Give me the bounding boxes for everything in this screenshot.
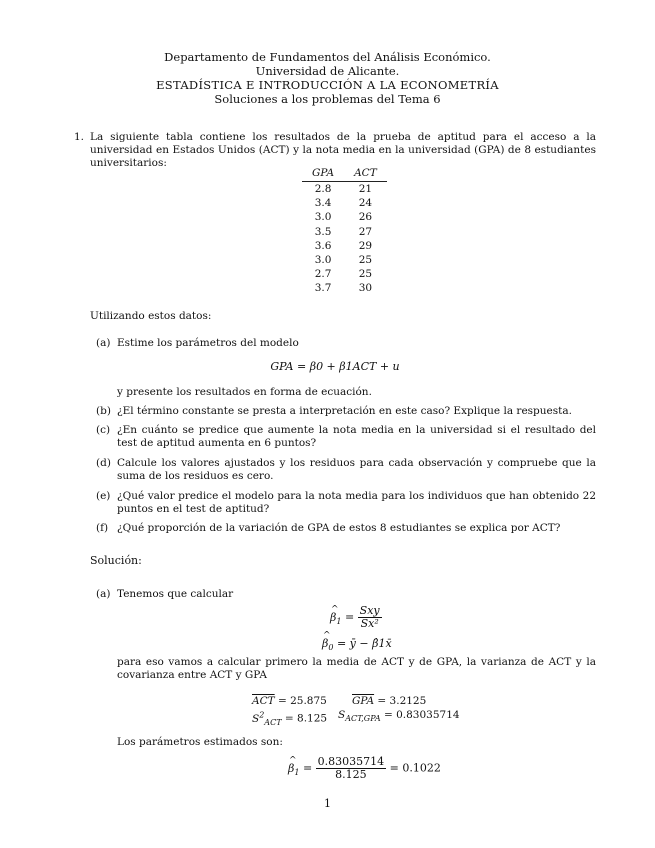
department-line: Departamento de Fundamentos del Análisis Económico. — [164, 50, 491, 64]
part-b-text: ¿El término constante se presta a interpretación en este caso? Explique la respuesta. — [117, 405, 572, 417]
beta1-fraction — [358, 605, 382, 630]
beta0-rhs: = ȳ − β̂1x̄ — [336, 637, 392, 650]
cov-value: = 0.83035714 — [383, 709, 460, 721]
mean-gpa-line — [352, 695, 426, 708]
beta1-formula: ^ $\beta_1$ = $\frac{\text{Sxy}}{\text{Sx²}}$ — [330, 605, 382, 630]
mean-gpa-value: = 3.2125 — [377, 695, 427, 707]
table-row — [302, 210, 387, 224]
act-cell: 25 — [358, 254, 373, 267]
beta1-calc-symbol: ^ $\beta_1$ — [288, 762, 299, 779]
model-equation: GPA = β0 + β1ACT + u — [270, 360, 400, 373]
cov-line — [338, 709, 460, 725]
gpa-cell: 3.4 — [314, 197, 332, 210]
page-number: 1 — [324, 797, 331, 810]
part-e-text: ¿Qué valor predice el modelo para la nota media para los individuos que han obtenido 22 puntos en el test de aptitud? — [117, 490, 596, 515]
column-header-act: ACT — [344, 167, 387, 182]
beta1-result: = 0.1022 — [389, 761, 441, 775]
cov-symbol: $S_{ACT,GPA}$ — [338, 709, 381, 724]
table-row — [302, 196, 387, 210]
para-eso-text: para eso vamos a calcular primero la media de ACT y de GPA, la varianza de ACT y la covarianza entre ACT y GPA — [117, 656, 596, 681]
table-row — [302, 281, 387, 295]
part-d-text: Calcule los valores ajustados y los residuos para cada observación y compruebe que la suma de los residuos es cero. — [117, 457, 596, 482]
solution-a-label: (a) — [96, 588, 111, 600]
table-row — [302, 182, 387, 197]
part-a-after: y presente los resultados en forma de ecuación. — [117, 386, 372, 398]
using-data-text: Utilizando estos datos: — [90, 310, 212, 322]
solution-title: Solución: — [90, 554, 142, 567]
mean-act-symbol: $\overline{ACT}$ — [252, 695, 275, 707]
university-line: Universidad de Alicante. — [255, 64, 400, 78]
mean-act-value: = 25.875 — [277, 695, 327, 707]
act-cell: 30 — [358, 282, 373, 295]
estimated-params-text: Los parámetros estimados son: — [117, 736, 283, 748]
table-row — [302, 225, 387, 239]
act-cell: 24 — [358, 197, 373, 210]
beta1-calc-numerator: 0.83035714 — [317, 755, 385, 768]
part-c-text: ¿En cuánto se predice que aumente la nota media en la universidad si el resultado del test de aptitud aumenta en 6 puntos? — [117, 424, 596, 449]
mean-gpa-symbol: $\overline{GPA}$ — [352, 695, 375, 707]
gpa-cell: 3.0 — [314, 254, 332, 267]
gpa-cell: 3.6 — [314, 239, 332, 252]
var-act-symbol: $S^2_{ACT}$ — [252, 710, 282, 727]
mean-act-line — [252, 695, 327, 708]
beta0-symbol: ^ $\beta_0$ — [322, 637, 333, 654]
gpa-cell: 2.7 — [314, 268, 332, 281]
beta0-formula — [322, 637, 392, 654]
act-cell: 26 — [358, 211, 373, 224]
part-b-label: (b) — [96, 405, 111, 417]
solution-a-text: Tenemos que calcular — [117, 588, 234, 600]
problem-number: 1. — [74, 131, 85, 143]
table-row — [302, 267, 387, 281]
part-d-label: (d) — [96, 457, 111, 469]
table-row — [302, 253, 387, 267]
solutions-subtitle: Soluciones a los problemas del Tema 6 — [214, 92, 441, 106]
beta1-symbol: ^ $\beta_1$ — [330, 611, 341, 628]
act-cell: 27 — [358, 225, 373, 238]
act-cell: 25 — [358, 268, 373, 281]
table-row — [302, 239, 387, 253]
column-header-gpa: GPA — [302, 167, 344, 182]
act-cell: 21 — [358, 183, 373, 195]
beta1-denominator: Sx² — [360, 617, 379, 630]
var-act-line — [252, 708, 327, 729]
table-header-row — [302, 167, 387, 182]
var-act-value: = 8.125 — [284, 712, 328, 725]
part-a-text: Estime los parámetros del modelo — [117, 337, 299, 349]
part-c-label: (c) — [96, 424, 111, 436]
part-f-label: (f) — [96, 522, 109, 534]
gpa-cell: 3.5 — [314, 225, 332, 238]
gpa-cell: 2.8 — [314, 183, 332, 195]
part-a-label: (a) — [96, 337, 111, 349]
part-f-text: ¿Qué proporción de la variación de GPA de estos 8 estudiantes se explica por ACT? — [117, 522, 561, 534]
gpa-cell: 3.0 — [314, 211, 332, 224]
data-table — [302, 167, 387, 296]
part-e-label: (e) — [96, 490, 111, 502]
beta1-calc-fraction — [316, 756, 386, 781]
problem-intro: La siguiente tabla contiene los resultados de la prueba de aptitud para el acceso a la universidad en Estados Unidos (ACT) y la nota media en la universidad (GPA) de 8 estudiantes universitarios: — [90, 131, 596, 169]
beta1-calculation: ^ $\beta_1$ = $\frac{0.83035714}{8.125}$ = 0.1022 — [288, 756, 441, 781]
beta1-calc-denominator: 8.125 — [335, 768, 367, 781]
course-title: ESTADÍSTICA E INTRODUCCIÓN A LA ECONOMETRÍA — [156, 78, 499, 92]
act-cell: 29 — [358, 239, 373, 252]
gpa-cell: 3.7 — [314, 282, 332, 295]
beta1-numerator: Sxy — [359, 604, 380, 617]
